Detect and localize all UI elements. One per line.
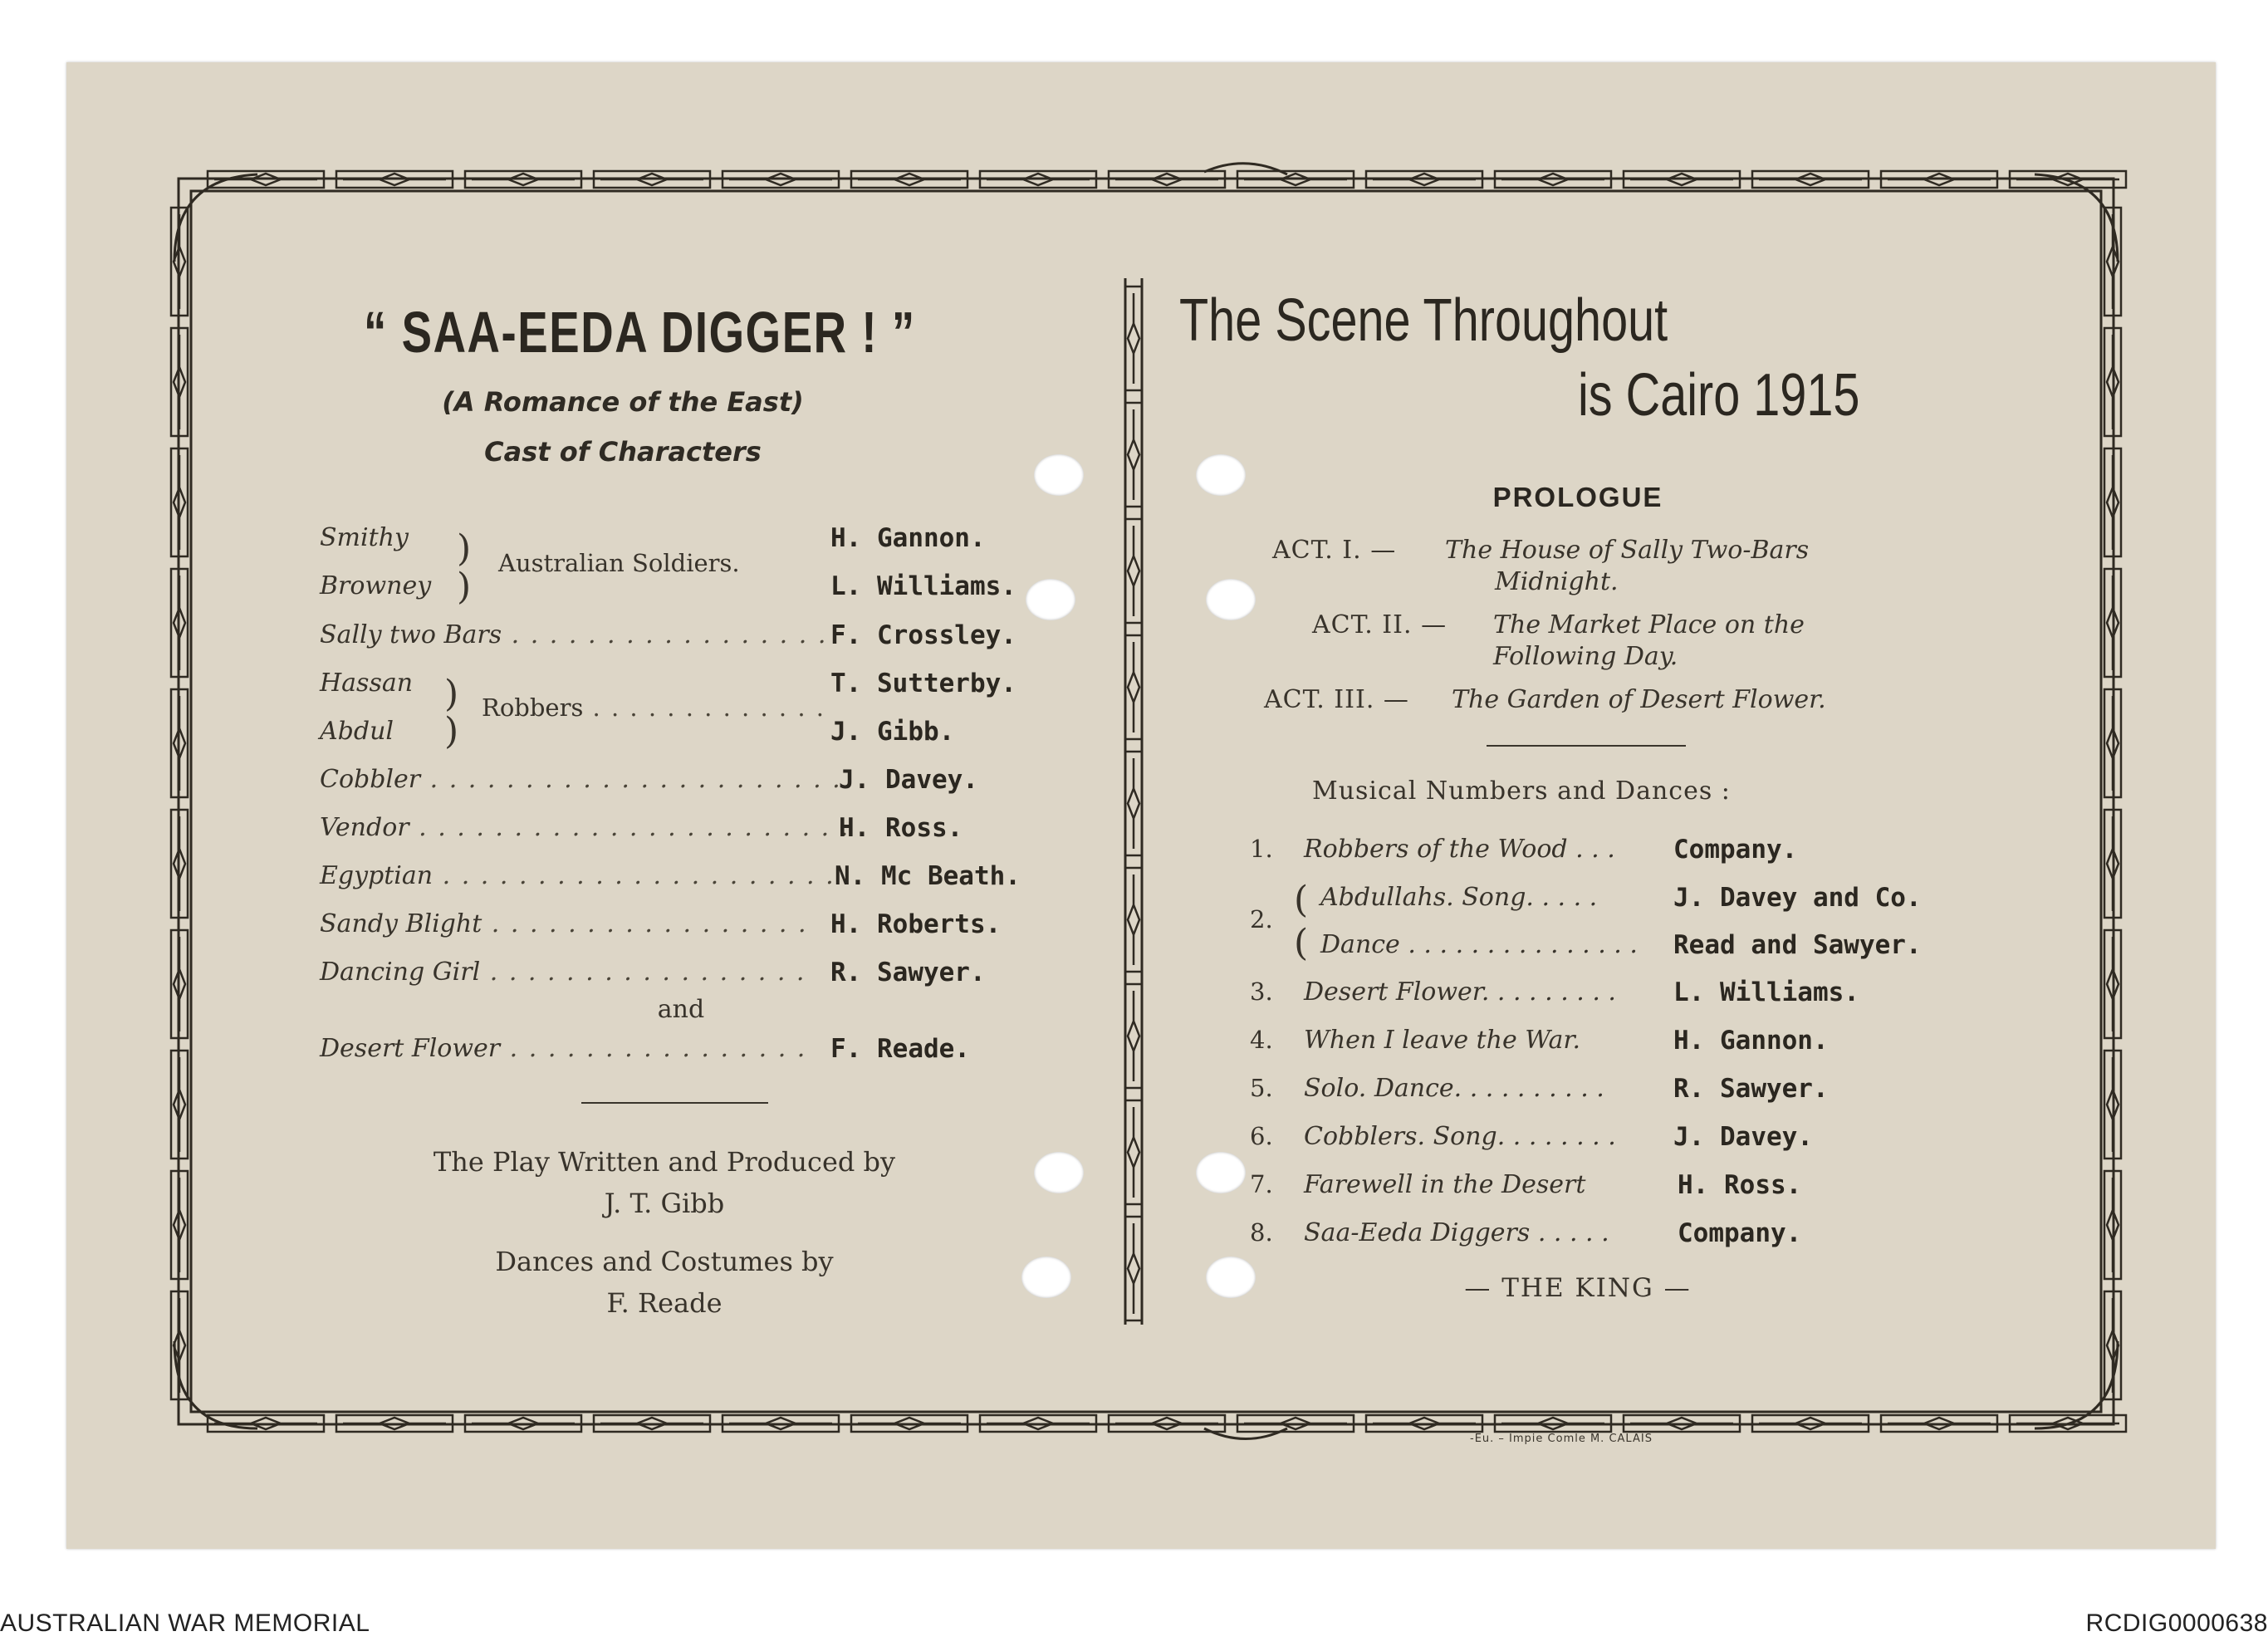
act1-label: ACT. I. — [1272, 536, 1397, 565]
number-1-num: 1. [1250, 835, 1273, 863]
credit-play-line2: J. T. Gibb [604, 1188, 725, 1219]
cast-role-browney: Browney [320, 571, 432, 600]
number-2b-performer: Read and Sawyer. [1673, 930, 1922, 960]
number-2b-title: Dance . . . . . . . . . . . . . . . [1320, 930, 1638, 959]
brace-number-2-lower: ( [1294, 922, 1309, 964]
scene-title-line1: The Scene Throughout [1179, 287, 1668, 354]
cast-actor-abdul: J. Gibb. [830, 717, 955, 747]
act1-title: The House of Sally Two-Bars [1445, 536, 1810, 565]
programme-sheet [66, 62, 2216, 1549]
number-7-num: 7. [1250, 1170, 1273, 1198]
divider-right [1487, 745, 1686, 747]
number-8-performer: Company. [1678, 1218, 1802, 1248]
footer-institution: AUSTRALIAN WAR MEMORIAL [0, 1609, 370, 1637]
and-text: and [657, 995, 705, 1024]
number-1-performer: Company. [1673, 835, 1798, 865]
cast-actor-hassan: T. Sutterby. [830, 669, 1016, 698]
act2-time: Following Day. [1493, 642, 1678, 671]
cast-actor-egyptian: N. Mc Beath. [835, 861, 1021, 891]
cast-role-vendor: Vendor . . . . . . . . . . . . . . . . . . . . . . . [320, 813, 850, 842]
act3-label: ACT. III. — [1264, 685, 1409, 714]
brace-number-2: ( [1294, 879, 1309, 921]
cast-role-dancing-girl: Dancing Girl . . . . . . . . . . . . . . . . . [320, 958, 806, 987]
number-4-title: When I leave the War. [1304, 1026, 1580, 1055]
cast-role-egyptian: Egyptian . . . . . . . . . . . . . . . . . . . . . [320, 861, 835, 890]
credit-play-line1: The Play Written and Produced by [433, 1146, 896, 1178]
number-2-num: 2. [1250, 905, 1273, 933]
cast-actor-smithy: H. Gannon. [830, 523, 986, 553]
divider-left [581, 1102, 768, 1104]
number-6-performer: J. Davey. [1673, 1122, 1813, 1152]
number-2-performer: J. Davey and Co. [1673, 883, 1922, 913]
cast-heading: Cast of Characters [484, 436, 762, 468]
scene-title-line2: is Cairo 1915 [1578, 362, 1860, 429]
number-5-title: Solo. Dance. . . . . . . . . . [1304, 1074, 1604, 1103]
cast-role-cobbler: Cobbler . . . . . . . . . . . . . . . . . . . . . . [320, 765, 842, 794]
ornamental-border [66, 62, 2216, 1549]
prologue-heading: PROLOGUE [1492, 482, 1663, 512]
number-3-num: 3. [1250, 977, 1273, 1006]
brace-soldiers-lower: ) [457, 566, 472, 608]
number-3-title: Desert Flower. . . . . . . . . [1304, 977, 1616, 1007]
group-soldiers: Australian Soldiers. [498, 549, 740, 577]
cast-role-sally: Sally two Bars . . . . . . . . . . . . . . . . . [320, 620, 828, 649]
cast-role-smithy: Smithy [320, 523, 409, 552]
number-7-performer: H. Ross. [1678, 1170, 1802, 1200]
brace-robbers-lower: ) [444, 710, 459, 752]
act2-label: ACT. II. — [1312, 610, 1448, 639]
play-title: “ SAA-EEDA DIGGER ! ” [364, 300, 916, 365]
number-6-title: Cobblers. Song. . . . . . . . [1304, 1122, 1616, 1151]
number-4-performer: H. Gannon. [1673, 1026, 1829, 1056]
number-8-num: 8. [1250, 1218, 1273, 1247]
act1-time: Midnight. [1495, 567, 1619, 596]
cast-actor-sandy: H. Roberts. [830, 909, 1002, 939]
cast-actor-desert-flower: F. Reade. [830, 1034, 970, 1064]
cast-actor-sally: F. Crossley. [830, 620, 1016, 650]
act2-title: The Market Place on the [1493, 610, 1805, 639]
printer-imprint: -Eu. – Impie Comle M. CALAIS [1470, 1433, 1653, 1445]
footer-item-id: RCDIG0000638 [2085, 1609, 2268, 1637]
number-5-performer: R. Sawyer. [1673, 1074, 1829, 1104]
group-robbers: Robbers . . . . . . . . . . . . . [482, 693, 826, 722]
credit-dances-line2: F. Reade [606, 1287, 723, 1319]
act3-title: The Garden of Desert Flower. [1452, 685, 1826, 714]
credit-dances-line1: Dances and Costumes by [495, 1246, 834, 1277]
cast-role-desert-flower: Desert Flower . . . . . . . . . . . . . . . . [320, 1034, 807, 1063]
cast-actor-dancing-girl: R. Sawyer. [830, 958, 986, 987]
play-subtitle: (A Romance of the East) [442, 386, 804, 418]
musical-heading: Musical Numbers and Dances : [1312, 777, 1731, 806]
cast-role-abdul: Abdul [320, 717, 394, 746]
number-7-title: Farewell in the Desert [1304, 1170, 1586, 1199]
cast-role-hassan: Hassan [320, 669, 414, 698]
brace-robbers: ) [444, 673, 459, 715]
finale-the-king: — THE KING — [1464, 1273, 1692, 1303]
brace-soldiers: ) [457, 527, 472, 570]
cast-role-sandy: Sandy Blight . . . . . . . . . . . . . . . . . [320, 909, 808, 938]
number-8-title: Saa-Eeda Diggers . . . . . [1304, 1218, 1609, 1247]
number-3-performer: L. Williams. [1673, 977, 1859, 1007]
cast-actor-vendor: H. Ross. [839, 813, 963, 843]
cast-actor-cobbler: J. Davey. [839, 765, 978, 795]
number-1-title: Robbers of the Wood . . . [1304, 835, 1615, 864]
cast-actor-browney: L. Williams. [830, 571, 1016, 601]
number-5-num: 5. [1250, 1074, 1273, 1102]
number-4-num: 4. [1250, 1026, 1273, 1054]
number-6-num: 6. [1250, 1122, 1273, 1150]
number-2-title: Abdullahs. Song. . . . . [1320, 883, 1598, 912]
